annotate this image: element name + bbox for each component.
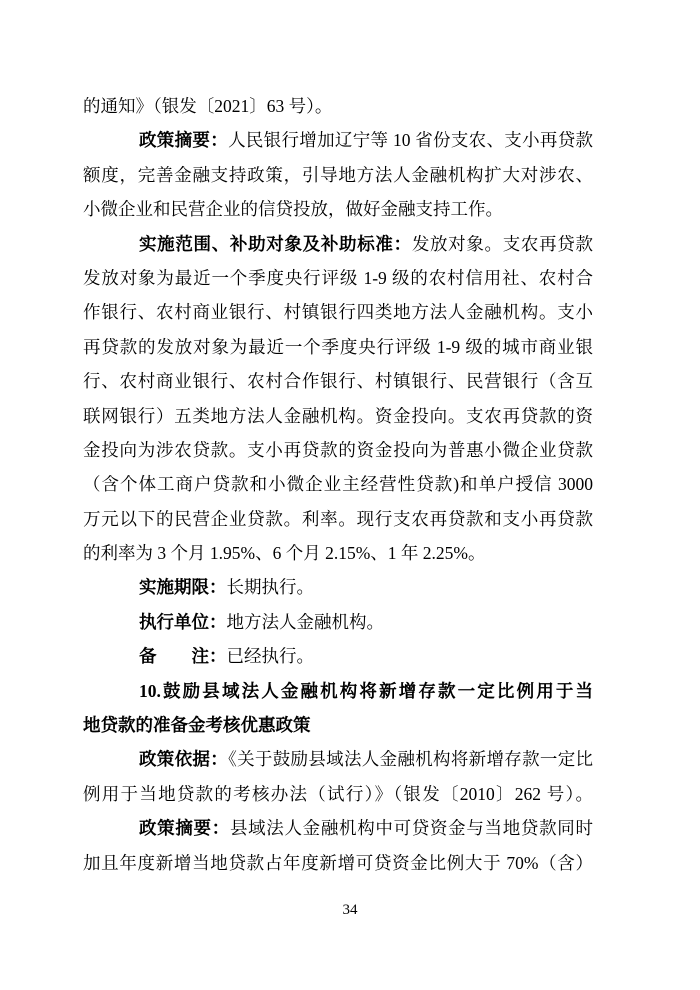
section-heading-line	[83, 674, 593, 708]
text-line	[83, 330, 593, 364]
text-line	[83, 399, 593, 433]
bold-label: 政策依据：	[139, 749, 229, 770]
text-line	[83, 605, 593, 639]
text-segment: 金投向为涉农贷款。支小再贷款的资金投向为普惠小微企业贷款	[83, 439, 593, 460]
text-segment: 作银行、农村商业银行、村镇银行四类地方法人金融机构。支小	[83, 302, 593, 323]
text-line	[83, 777, 593, 811]
text-line	[83, 123, 593, 157]
implementation-period	[83, 570, 593, 604]
text-line	[83, 433, 593, 467]
text-line	[83, 295, 593, 329]
text-segment: 加且年度新增当地贷款占年度新增可贷资金比例大于 70%（含）	[83, 852, 593, 873]
bold-label: 实施期限：	[139, 577, 227, 598]
text-line	[83, 742, 593, 776]
executing-unit	[83, 605, 593, 639]
text-segment: 发放对象。支农再贷款	[411, 233, 593, 254]
bold-label: 地贷款的准备金考核优惠政策	[83, 715, 311, 736]
text-line	[83, 192, 593, 226]
text-line	[83, 364, 593, 398]
text-segment: 的利率为 3 个月 1.95%、6 个月 2.15%、1 年 2.25%。	[83, 543, 486, 564]
text-line	[83, 639, 593, 673]
text-line	[83, 846, 593, 880]
policy-basis	[83, 742, 593, 811]
text-segment: 例用于当地贷款的考核办法（试行）》（银发〔2010〕262 号）。	[83, 783, 593, 804]
text-line	[83, 467, 593, 501]
text-segment: 地方法人金融机构。	[226, 611, 384, 632]
text-segment: 《关于鼓励县域法人金融机构将新增存款一定比	[228, 749, 593, 770]
text-segment: 长期执行。	[226, 577, 314, 598]
text-segment: 县域法人金融机构中可贷资金与当地贷款同时	[229, 818, 593, 839]
text-line	[83, 158, 593, 192]
text-segment: 小微企业和民营企业的信贷投放，做好金融支持工作。	[83, 199, 503, 220]
text-segment: 行、农村商业银行、农村合作银行、村镇银行、民营银行（含互	[83, 371, 593, 392]
bold-label: 执行单位：	[139, 611, 227, 632]
text-segment: 的通知》（银发〔2021〕63 号）。	[83, 96, 333, 116]
text-line	[83, 570, 593, 604]
text-line	[83, 89, 593, 123]
text-segment: 万元以下的民营企业贷款。利率。现行支农再贷款和支小再贷款	[83, 508, 593, 529]
text-line	[83, 536, 593, 570]
bold-label: 政策摘要：	[139, 818, 230, 839]
policy-summary-2	[83, 811, 593, 880]
text-line	[83, 502, 593, 536]
section-heading-line	[83, 708, 593, 742]
page-number: 34	[342, 902, 358, 918]
text-segment: 额度，完善金融支持政策，引导地方法人金融机构扩大对涉农、	[83, 164, 593, 185]
document-body	[83, 89, 593, 880]
text-segment: 发放对象为最近一个季度央行评级 1-9 级的农村信用社、农村合	[83, 267, 593, 288]
text-segment: 联网银行）五类地方法人金融机构。资金投向。支农再贷款的资	[83, 405, 593, 426]
continuation-paragraph	[83, 89, 593, 123]
text-segment: 人民银行增加辽宁等 10 省份支农、支小再贷款	[228, 130, 593, 151]
remarks	[83, 639, 593, 673]
bold-label: 10.鼓励县域法人金融机构将新增存款一定比例用于当	[139, 680, 593, 701]
text-line	[83, 227, 593, 261]
bold-label: 备 注：	[139, 646, 227, 667]
bold-label: 实施范围、补助对象及补助标准：	[139, 233, 412, 254]
policy-summary-1	[83, 123, 593, 226]
text-line	[83, 261, 593, 295]
bold-label: 政策摘要：	[139, 130, 229, 151]
section-10-heading	[83, 674, 593, 743]
text-line	[83, 811, 593, 845]
implementation-scope	[83, 227, 593, 571]
text-segment: 已经执行。	[226, 646, 314, 667]
text-segment: 再贷款的发放对象为最近一个季度央行评级 1-9 级的城市商业银	[83, 336, 593, 357]
text-segment: （含个体工商户贷款和小微企业主经营性贷款)和单户授信 3000	[83, 474, 593, 495]
